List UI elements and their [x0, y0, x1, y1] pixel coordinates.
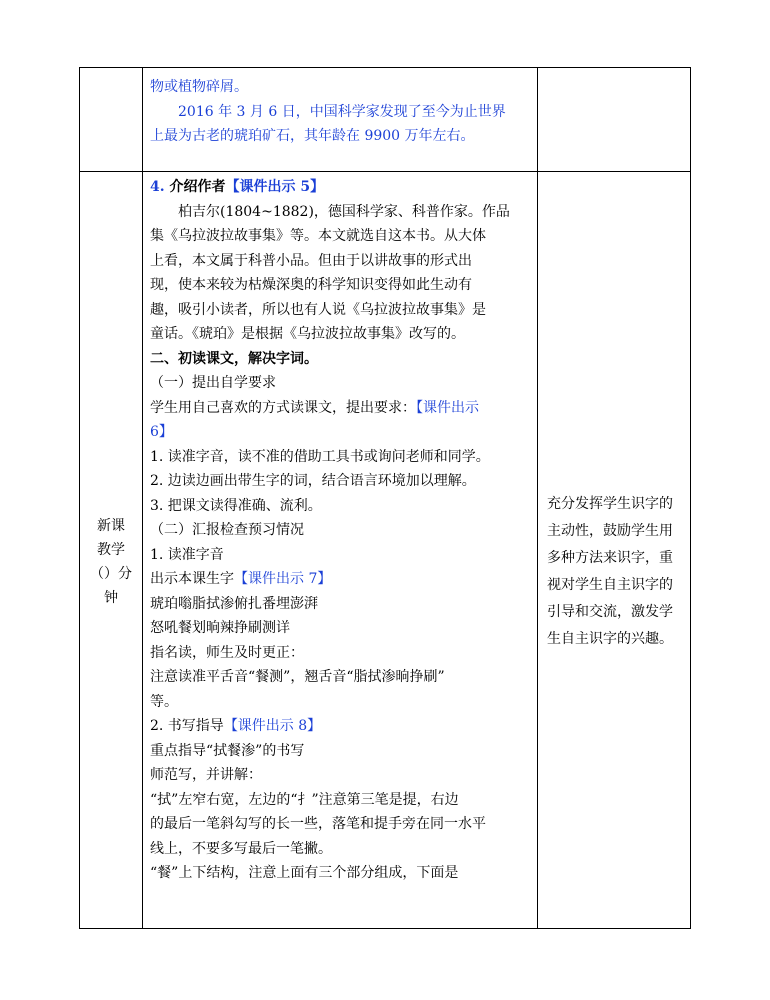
- top-row-content: [150, 75, 506, 149]
- pronunciation-note-1: 注意读准平舌音“餐测”，翘舌音“脂拭渗晌挣刷”: [150, 669, 445, 685]
- heading-tag: 【课件出示 5】: [225, 179, 325, 195]
- chars-line-2: 怒吼餐划晌辣挣刷测详: [150, 620, 290, 636]
- section-two-heading: 二、初读课文，解决字词。: [150, 350, 318, 367]
- top-line-3: 上最为古老的琥珀矿石，其年龄在 9900 万年左右。: [150, 128, 475, 144]
- section-label-line-1: 新课: [97, 518, 125, 534]
- shi-line-2: 的最后一笔斜勾写的长一些，落笔和提手旁在同一水平: [150, 816, 486, 832]
- heading-number: 4.: [150, 179, 165, 195]
- column-divider-left: [142, 68, 143, 928]
- focus-line: 重点指导“拭餐渗”的书写: [150, 742, 305, 759]
- requirement-tag: 【课件出示: [416, 399, 479, 416]
- row-divider: [80, 171, 690, 172]
- section-label: [80, 514, 142, 610]
- item-3: 3. 把课文读得准确、流利。: [150, 497, 322, 514]
- shi-line-3: 线上，不要多写最后一笔撇。: [150, 840, 332, 857]
- column-divider-right: [537, 68, 538, 928]
- write-guide-line: [150, 714, 510, 739]
- write-title: 2. 书写指导: [150, 718, 224, 734]
- design-intent-note: [547, 491, 687, 653]
- correct-line: 指名读，师生及时更正：: [150, 644, 304, 661]
- item-1: 1. 读准字音，读不准的借助工具书或询问老师和同学。: [150, 448, 490, 465]
- requirement-tag-cont: 6】: [150, 424, 173, 440]
- author-line-1: 柏吉尔(1804~1882)，德国科学家、科普作家。作品: [178, 203, 510, 220]
- item-2: 2. 边读边画出带生字的词，结合语言环境加以理解。: [150, 473, 476, 489]
- note-line-2: 主动性，鼓励学生用: [547, 523, 673, 539]
- demo-line: 师范写，并讲解：: [150, 767, 262, 783]
- show-text: 出示本课生字: [150, 571, 234, 587]
- main-content: [150, 175, 510, 886]
- show-chars-line: [150, 567, 510, 592]
- heading-author: [150, 175, 510, 200]
- requirement-line: [150, 396, 510, 421]
- top-line-2: 2016 年 3 月 6 日，中国科学家发现了至今为止世界: [178, 103, 506, 120]
- lesson-plan-table: [79, 67, 691, 929]
- note-line-4: 视对学生自主识字的: [547, 577, 673, 593]
- author-line-5: 趣，吸引小读者，所以也有人说《乌拉波拉故事集》是: [150, 301, 486, 318]
- note-line-5: 引导和交流，激发学: [547, 604, 673, 620]
- heading-text: 介绍作者: [169, 179, 226, 195]
- shi-line-1: “拭”左窄右宽，左边的“扌”注意第三笔是提，右边: [150, 791, 459, 808]
- section-label-line-2: 教学: [97, 542, 125, 558]
- top-line-1: 物或植物碎屑。: [150, 79, 248, 95]
- sub-heading-one: （一）提出自学要求: [150, 375, 276, 391]
- section-label-line-4: 钟: [104, 590, 118, 606]
- author-line-2: 集《乌拉波拉故事集》等。本文就选自这本书。从大体: [150, 228, 486, 244]
- sub-heading-two: （二）汇报检查预习情况: [150, 522, 304, 538]
- note-line-3: 多种方法来识字，重: [547, 550, 673, 566]
- section-label-line-3: （）分: [90, 566, 132, 582]
- can-line: “餐”上下结构，注意上面有三个部分组成，下面是: [150, 865, 459, 881]
- author-line-4: 现，使本来较为枯燥深奥的科学知识变得如此生动有: [150, 277, 472, 293]
- author-line-3: 上看，本文属于科普小品。但由于以讲故事的形式出: [150, 252, 472, 269]
- pronunciation-note-2: 等。: [150, 693, 178, 710]
- chars-line-1: 琥珀嗡脂拭渗俯扎番埋澎湃: [150, 595, 318, 612]
- note-line-1: 充分发挥学生识字的: [547, 496, 673, 512]
- note-line-6: 生自主识字的兴趣。: [547, 631, 673, 647]
- read-title: 1. 读准字音: [150, 546, 224, 563]
- show-tag: 【课件出示 7】: [234, 571, 332, 587]
- author-line-6: 童话。《琥珀》是根据《乌拉波拉故事集》改写的。: [150, 326, 465, 342]
- write-tag: 【课件出示 8】: [223, 718, 322, 734]
- requirement-text: 学生用自己喜欢的方式读课文，提出要求：: [150, 399, 416, 416]
